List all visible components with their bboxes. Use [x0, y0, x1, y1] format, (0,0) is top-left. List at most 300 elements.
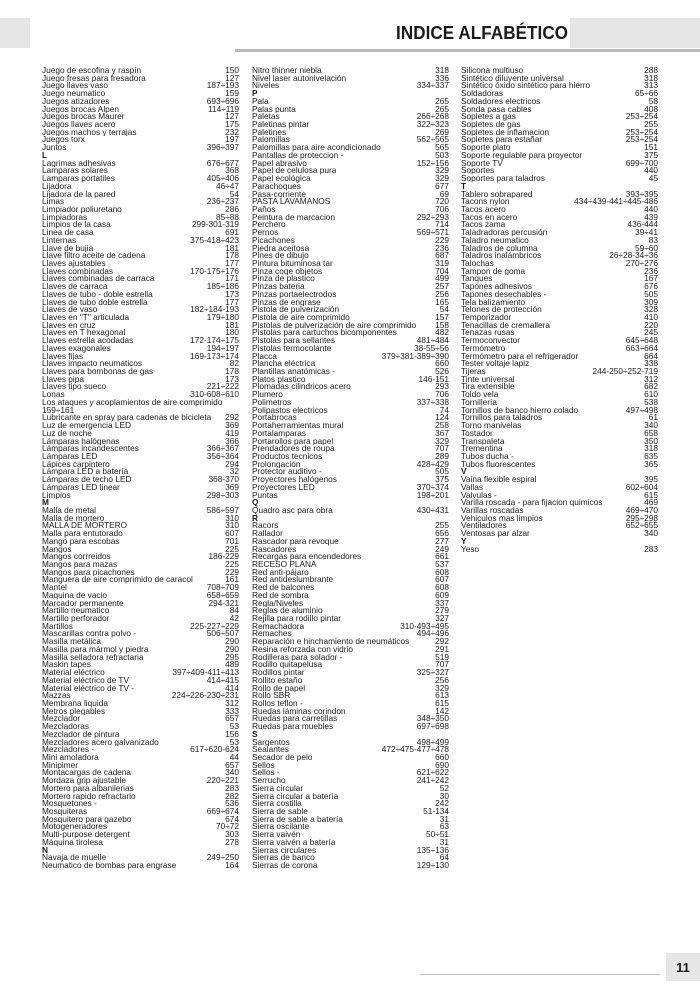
entry-pages: 294 — [225, 460, 239, 469]
entry-pages: 221÷222 — [206, 383, 239, 392]
entry-pages: 370÷374 — [416, 483, 449, 492]
entry-pages: 440 — [644, 205, 658, 214]
entry-pages: 256 — [435, 676, 449, 685]
entry-name: Lamparas solares — [42, 167, 108, 176]
entry-name: Torno manivelas — [461, 422, 522, 430]
entry-name: Martillos — [42, 622, 73, 631]
entry-name: Rollo de papel — [252, 684, 306, 693]
entry-pages: 283 — [225, 784, 239, 793]
entry-pages: 366÷367 — [206, 445, 239, 453]
index-entry — [461, 268, 658, 276]
entry-name: Neumatico de bombas para engrase — [42, 862, 177, 870]
entry-pages: 253÷254 — [625, 128, 658, 137]
index-entry — [42, 654, 239, 662]
entry-name: Tapones adhesivos — [461, 283, 533, 291]
index-entry — [42, 561, 239, 569]
entry-name: Mezcladores acero galvanizado — [42, 738, 159, 747]
index-entry — [42, 708, 239, 716]
entry-pages: 410 — [644, 314, 658, 322]
entry-pages: 198÷201 — [416, 491, 449, 500]
index-entry — [252, 252, 449, 260]
entry-pages: 369 — [225, 483, 239, 492]
entry-name: Sierra costilla — [252, 800, 302, 808]
entry-pages: 279 — [435, 607, 449, 616]
entry-name: Pistolas de pulverización de aire comprimido — [252, 321, 417, 330]
index-entry — [252, 106, 449, 114]
entry-pages: 229 — [225, 568, 239, 577]
entry-name: Lámparas de techo LED — [42, 476, 132, 484]
index-entry — [461, 75, 658, 83]
entry-name: Vaina flexible espiral — [461, 476, 537, 484]
entry-name: Sierra de sable a batería — [252, 815, 343, 824]
index-entry — [461, 476, 658, 484]
entry-pages: 397÷409-411÷413 — [172, 669, 239, 677]
entry-pages: 53 — [229, 723, 239, 731]
entry-name: Ruedas láminas corindon — [252, 707, 346, 716]
entry-name: Rollo SBR — [252, 692, 291, 700]
entry-pages: 292 — [435, 638, 449, 646]
entry-name: Reparación e hinchamiento de neumáticos — [252, 638, 410, 646]
entry-pages: 50÷51 — [425, 831, 449, 839]
entry-pages: 58 — [648, 97, 658, 106]
entry-name: Pistola de aire comprimido — [252, 314, 350, 322]
entry-pages: 608 — [435, 584, 449, 592]
entry-name: Varillas roscadas — [461, 506, 524, 515]
index-letter-heading — [461, 468, 658, 476]
entry-name: Prendadores de roupa — [252, 445, 335, 453]
entry-name: Taladradoras percusión — [461, 229, 548, 237]
index-entry — [42, 816, 239, 824]
index-entry — [42, 322, 239, 330]
entry-name: Rodillos pintar — [252, 669, 305, 677]
index-entry — [252, 607, 449, 615]
index-entry — [461, 160, 658, 168]
entry-name: Soportes — [461, 167, 495, 176]
entry-pages: 278 — [225, 838, 239, 847]
entry-name: Toldo vela — [461, 391, 499, 399]
entry-pages: 329 — [435, 437, 449, 446]
entry-name: Sellos - — [252, 769, 280, 778]
entry-pages: 172-174÷175 — [190, 337, 239, 345]
entry-name: Marcador permanente — [42, 599, 124, 608]
index-entry — [252, 468, 449, 476]
entry-pages: 258 — [435, 422, 449, 430]
entry-pages: 236÷237 — [206, 198, 239, 206]
entry-name: Resina reforzada con vidrio — [252, 645, 353, 654]
index-entry — [42, 569, 239, 577]
entry-pages: 303 — [225, 831, 239, 839]
entry-pages: 617÷620-624 — [190, 746, 239, 754]
entry-name: Remaches — [252, 630, 292, 639]
entry-pages: 54 — [229, 190, 239, 199]
entry-name: Limpios — [42, 491, 71, 500]
entry-pages: 269 — [435, 128, 449, 137]
entry-name: Sopletes de inflamacion — [461, 128, 550, 137]
entry-name: Piedra aceitosa — [252, 244, 310, 253]
index-entry — [461, 167, 658, 175]
entry-name: Juntos — [42, 144, 67, 152]
index-entry — [42, 461, 239, 469]
entry-name: Sintético óxido sintético para hierro — [461, 82, 591, 91]
index-entry — [42, 345, 239, 353]
entry-pages: 708÷709 — [206, 584, 239, 592]
footer-rule — [420, 974, 660, 975]
entry-name: Tubos fluorescentes — [461, 460, 536, 469]
entry-pages: 368-370 — [208, 476, 239, 484]
entry-pages: 151 — [644, 144, 658, 152]
entry-pages: 42 — [229, 615, 239, 623]
entry-name: Papel ecológica — [252, 175, 311, 183]
entry-pages: 621÷622 — [416, 769, 449, 778]
entry-name: Tela balizamiento — [461, 298, 526, 307]
entry-pages: 182÷184-193 — [190, 306, 239, 314]
entry-name: Pinzas bateria — [252, 283, 305, 291]
entry-name: Mezclador — [42, 715, 81, 724]
entry-pages: 295÷298 — [625, 514, 658, 523]
entry-name: Material eléctrico de TV - — [42, 684, 135, 693]
entry-name: Rascador para revoque — [252, 537, 339, 546]
index-entry — [42, 337, 239, 345]
entry-name: Linea de casa — [42, 229, 94, 237]
entry-name: Sopletes de gas — [461, 121, 521, 129]
entry-pages: 255 — [435, 522, 449, 531]
index-entry — [42, 206, 239, 214]
entry-pages: 289 — [435, 452, 449, 461]
index-entry — [252, 191, 449, 199]
entry-pages: 179÷180 — [206, 314, 239, 322]
entry-name: Rascadores — [252, 545, 297, 554]
entry-name: Masilla metálica — [42, 638, 102, 646]
entry-pages: 135÷136 — [416, 846, 449, 855]
index-entry — [42, 692, 239, 700]
entry-name: Tacos zama — [461, 221, 506, 230]
index-entry — [42, 530, 239, 538]
index-entry — [252, 661, 449, 669]
entry-pages: 693÷696 — [206, 97, 239, 106]
entry-pages: 365 — [644, 460, 658, 469]
entry-pages: 318 — [435, 67, 449, 75]
entry-name: Juegos atizadores — [42, 97, 110, 106]
index-entry — [461, 245, 658, 253]
entry-pages: 220 — [644, 321, 658, 330]
entry-name: Mezcladoras — [42, 723, 90, 731]
index-entry — [461, 283, 658, 291]
entry-name: Sierras de banco — [252, 854, 315, 863]
entry-pages: 283 — [644, 545, 658, 554]
entry-pages: 697÷698 — [416, 723, 449, 731]
entry-name: Lámparas incandescentes — [42, 445, 139, 453]
entry-pages: 129÷130 — [416, 862, 449, 870]
index-entry — [42, 831, 239, 839]
entry-name: Mango para escobas — [42, 537, 120, 546]
entry-name: Juegos brocas Alpen — [42, 105, 120, 114]
index-entry — [252, 445, 449, 453]
entry-name: Taladros inalámbricos — [461, 252, 542, 260]
entry-pages: 322÷323 — [416, 121, 449, 129]
index-entry — [461, 152, 658, 160]
index-entry — [42, 731, 239, 739]
entry-pages: 164 — [225, 862, 239, 870]
entry-name: Serrucho — [252, 777, 286, 785]
entry-pages: 615 — [435, 699, 449, 708]
entry-pages: 645÷648 — [625, 337, 658, 345]
entry-name: Juegos llaves acero — [42, 121, 116, 129]
entry-pages: 318 — [644, 74, 658, 83]
entry-name: Reglas de aluminio — [252, 607, 323, 616]
entry-name: Mortero rapido refractario — [42, 792, 136, 801]
entry-pages: 340 — [644, 530, 658, 538]
entry-name: Sierra circular a batería — [252, 792, 339, 801]
entry-name: Maskin tapes — [42, 661, 91, 670]
entry-pages: 704 — [435, 267, 449, 276]
index-entry — [252, 368, 449, 376]
entry-pages: 313 — [644, 82, 658, 91]
entry-pages: 340 — [644, 422, 658, 430]
index-entry — [252, 314, 449, 322]
index-entry — [252, 700, 449, 708]
entry-pages: 157 — [435, 314, 449, 322]
entry-name: Masilla selladora refractaria — [42, 653, 144, 662]
entry-pages: 236 — [644, 267, 658, 276]
entry-pages: 395 — [644, 476, 658, 484]
entry-name: Tubos ducha - — [461, 452, 514, 461]
index-entry — [42, 785, 239, 793]
entry-pages: 177 — [225, 259, 239, 268]
entry-name: Picachones — [252, 236, 295, 245]
entry-name: RECESO PLANA — [252, 561, 317, 569]
entry-name: Portarollos para papel — [252, 437, 334, 446]
entry-name: Llaves tipo sueco — [42, 383, 107, 392]
index-entry — [42, 623, 239, 631]
entry-name: Pistolas termocolante — [252, 344, 332, 353]
index-entry — [42, 414, 239, 422]
entry-pages: 173 — [225, 375, 239, 384]
index-entry — [42, 553, 239, 561]
index-entry — [42, 777, 239, 785]
index-entry — [461, 453, 658, 461]
index-entry — [252, 98, 449, 106]
entry-name: Juego fresas para fresadora — [42, 74, 146, 83]
index-entry — [252, 237, 449, 245]
entry-name: Placca — [252, 352, 277, 361]
entry-pages: 408 — [644, 105, 658, 114]
index-entry — [42, 67, 239, 75]
index-entry — [42, 739, 239, 747]
index-entry — [252, 692, 449, 700]
entry-pages: 44 — [229, 753, 239, 762]
index-column-3 — [461, 67, 658, 553]
index-entry — [252, 275, 449, 283]
entry-pages: 165 — [435, 298, 449, 307]
index-entry — [252, 376, 449, 384]
entry-name: Pinza de plastico — [252, 275, 315, 284]
index-entry — [42, 360, 239, 368]
entry-name: Papel abrasivo — [252, 159, 307, 168]
entry-name: M — [42, 499, 49, 507]
entry-pages: 46÷47 — [215, 182, 239, 191]
entry-name: Nivel laser autonivelación — [252, 74, 347, 83]
entry-pages: 265 — [435, 97, 449, 106]
entry-pages: 609 — [435, 591, 449, 600]
entry-pages: 613 — [435, 692, 449, 700]
index-letter-heading — [461, 183, 658, 191]
entry-pages: 706 — [435, 391, 449, 399]
entry-name: Membrana liquida — [42, 699, 108, 708]
index-entry — [42, 144, 239, 152]
entry-name: Lápices carpintero — [42, 460, 110, 469]
entry-name: Llaves en "T" articulada — [42, 314, 130, 322]
entry-pages: 690 — [435, 761, 449, 770]
entry-pages: 503 — [435, 151, 449, 160]
entry-name: Rollito estaño — [252, 676, 303, 685]
index-entry — [252, 839, 449, 847]
index-entry — [42, 476, 239, 484]
index-entry — [42, 854, 239, 862]
entry-pages: 375-418÷423 — [190, 236, 239, 245]
entry-name: V — [461, 468, 467, 477]
entry-pages: 608 — [435, 568, 449, 577]
entry-pages: 290 — [225, 638, 239, 646]
entry-name: Puntas — [252, 491, 278, 500]
index-entry — [252, 615, 449, 623]
entry-name: Regla/Niveles — [252, 599, 304, 608]
index-entry — [461, 430, 658, 438]
entry-name: Pantallas de proteccion - — [252, 151, 344, 160]
entry-name: Tacons nylon — [461, 198, 510, 206]
index-entry — [461, 522, 658, 530]
entry-name: Llaves pipa — [42, 375, 84, 384]
index-entry — [252, 399, 449, 407]
entry-name: Lijadora — [42, 182, 72, 191]
entry-pages: 82 — [229, 360, 239, 369]
index-entry — [252, 592, 449, 600]
index-entry — [461, 206, 658, 214]
index-entry — [461, 129, 658, 137]
entry-name: Soportes para taladros — [461, 175, 545, 183]
entry-pages: 298÷303 — [206, 491, 239, 500]
entry-name: L — [42, 151, 48, 160]
entry-name: Pistolas para cartuchos bicomponentes — [252, 329, 397, 338]
entry-pages: 536 — [225, 800, 239, 808]
index-entry — [461, 422, 658, 430]
entry-name: Y — [461, 537, 467, 546]
entry-name: Ruedas para carretillas — [252, 715, 338, 724]
entry-pages: 85÷88 — [215, 213, 239, 222]
entry-pages: 660 — [435, 360, 449, 369]
entry-name: Sierras circulares — [252, 846, 317, 855]
entry-name: Mangos para picachones — [42, 568, 135, 577]
index-entry — [252, 245, 449, 253]
entry-pages: 350 — [644, 437, 658, 446]
entry-name: Lámparas LED linear — [42, 483, 120, 492]
index-entry — [252, 345, 449, 353]
entry-pages: 669÷674 — [206, 808, 239, 816]
entry-name: Llaves combinadas — [42, 267, 114, 276]
index-entry — [42, 453, 239, 461]
entry-name: Quadro asc para obra — [252, 506, 333, 515]
entry-name: Minipimer — [42, 761, 78, 770]
entry-name: Llaves exagonales — [42, 344, 111, 353]
entry-pages: 489 — [225, 661, 239, 670]
entry-name: Maquina de vacio — [42, 591, 108, 600]
index-entry — [42, 754, 239, 762]
entry-name: Tira extensible — [461, 383, 515, 392]
entry-name: Luz de emergencia LED — [42, 422, 132, 430]
index-entry — [461, 291, 658, 299]
entry-pages: 610 — [644, 391, 658, 399]
index-entry — [42, 546, 239, 554]
entry-pages: 38-55÷56 — [413, 344, 449, 353]
entry-pages: 674 — [225, 815, 239, 824]
entry-pages: 185÷186 — [206, 283, 239, 291]
entry-pages: 396÷397 — [206, 144, 239, 152]
entry-name: Q — [252, 499, 259, 507]
index-entry — [252, 646, 449, 654]
entry-pages: 482 — [435, 329, 449, 338]
entry-pages: 472÷475-477÷478 — [381, 746, 449, 754]
entry-name: Portalamparas — [252, 429, 306, 438]
index-entry — [42, 183, 239, 191]
entry-name: Masilla para mármol y piedra — [42, 645, 149, 654]
entry-pages: 114÷119 — [207, 105, 239, 114]
entry-pages: 65÷66 — [634, 90, 658, 98]
entry-pages: 70÷72 — [215, 823, 239, 832]
entry-name: Tablero sobrapared — [461, 190, 533, 199]
index-entry — [252, 762, 449, 770]
entry-name: Llaves de vaso — [42, 306, 98, 314]
entry-pages: 152÷156 — [416, 159, 449, 168]
entry-name: Productos tecnicos — [252, 452, 323, 461]
entry-name: Llaves impacto neumaticos — [42, 360, 143, 369]
header-tab-right — [570, 18, 700, 48]
entry-pages: 506÷507 — [206, 630, 239, 639]
entry-pages: 469÷470 — [625, 506, 658, 515]
entry-name: Platos plastico — [252, 375, 306, 384]
index-entry — [252, 283, 449, 291]
entry-pages: 439 — [644, 213, 658, 222]
index-entry — [252, 638, 449, 646]
index-entry — [252, 82, 449, 90]
entry-pages: 419 — [225, 429, 239, 438]
entry-name: Mangos corrreidos — [42, 553, 111, 561]
entry-pages: 660 — [435, 753, 449, 762]
index-entry — [461, 98, 658, 106]
index-entry — [42, 376, 239, 384]
entry-name: Soldadores electricos — [461, 97, 541, 106]
index-entry — [461, 337, 658, 345]
entry-pages: 194÷197 — [206, 344, 239, 353]
index-entry — [42, 268, 239, 276]
entry-pages: 682 — [644, 383, 658, 392]
index-entry — [461, 252, 658, 260]
entry-pages: 538 — [644, 398, 658, 407]
entry-name: Luz de noche — [42, 429, 92, 438]
entry-name: Mezcladores - — [42, 746, 95, 754]
index-entry — [461, 175, 658, 183]
index-entry — [252, 129, 449, 137]
entry-name: Tijeras — [461, 368, 486, 376]
index-entry — [252, 507, 449, 515]
index-entry — [42, 630, 239, 638]
index-letter-heading — [461, 538, 658, 546]
index-entry — [252, 754, 449, 762]
index-entry — [252, 136, 449, 144]
entry-pages: 393÷395 — [625, 190, 658, 199]
index-entry — [252, 75, 449, 83]
entry-name: Malla para entutorado — [42, 530, 123, 538]
entry-pages: 338 — [644, 360, 658, 369]
index-entry — [252, 854, 449, 862]
